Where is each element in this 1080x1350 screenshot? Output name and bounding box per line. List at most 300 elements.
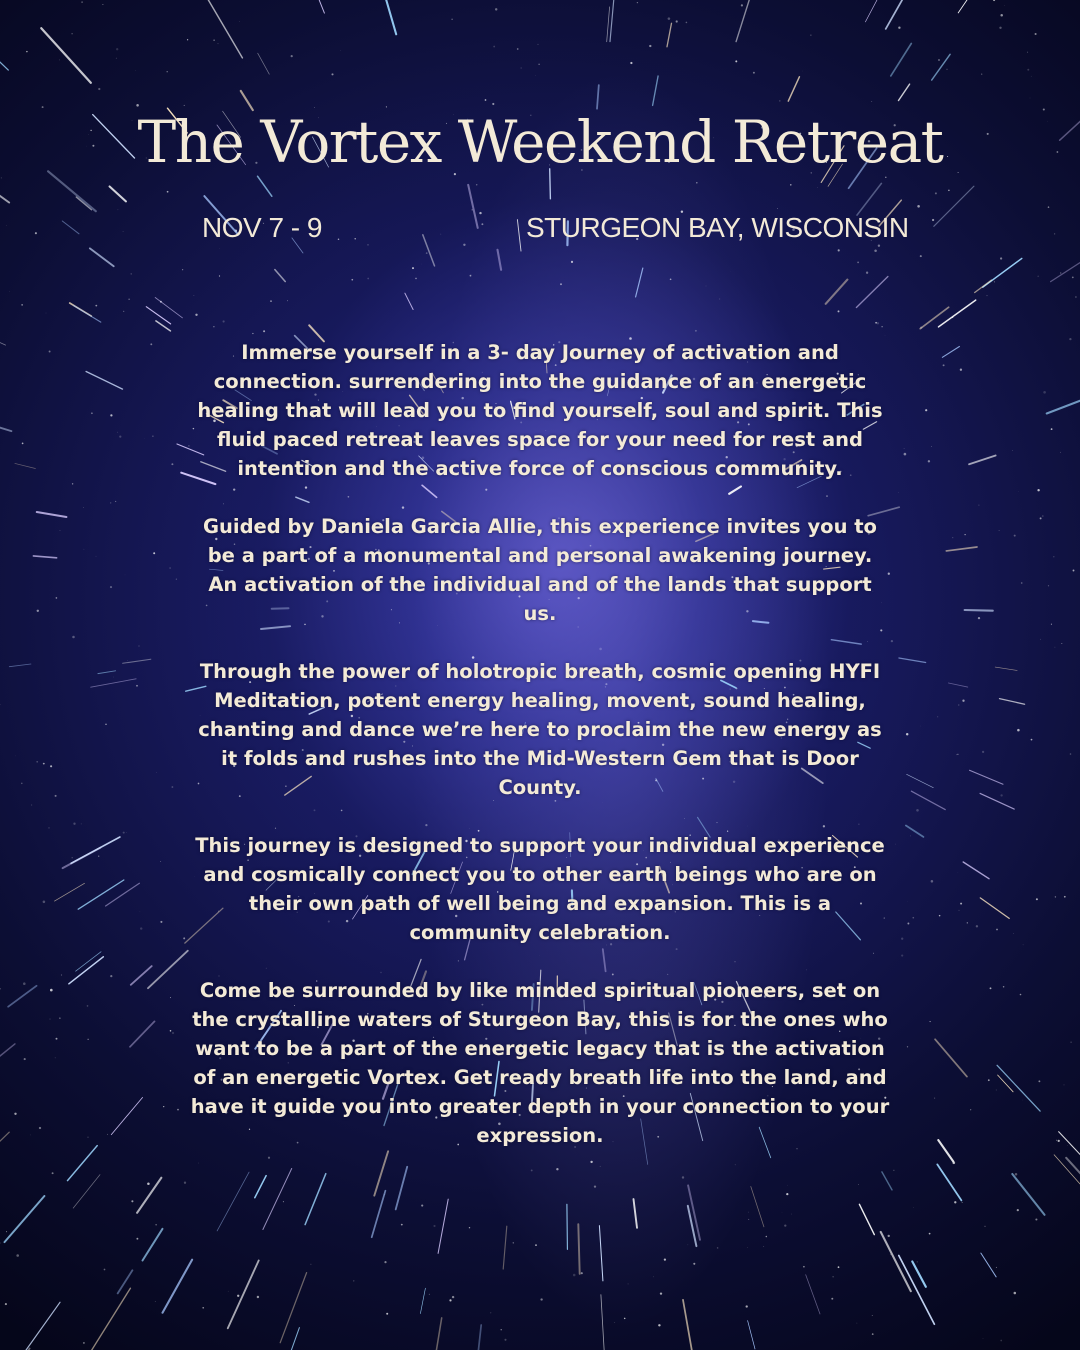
star-dot xyxy=(890,1254,891,1255)
star-dot xyxy=(105,724,106,725)
star-dot xyxy=(994,281,995,282)
star-dot xyxy=(990,987,992,989)
star-trail xyxy=(8,986,36,1007)
star-dot xyxy=(573,1274,576,1277)
star-trail xyxy=(423,235,435,266)
star-dot xyxy=(978,617,980,619)
star-trail xyxy=(98,671,116,674)
star-dot xyxy=(98,856,99,857)
star-dot xyxy=(838,310,840,312)
star-dot xyxy=(1000,794,1002,796)
star-dot xyxy=(338,238,340,240)
star-dot xyxy=(384,1261,386,1263)
star-dot xyxy=(46,313,47,314)
star-dot xyxy=(118,209,119,210)
star-dot xyxy=(735,60,737,62)
star-trail xyxy=(146,307,170,324)
star-dot xyxy=(943,364,945,366)
star-dot xyxy=(102,4,103,5)
star-dot xyxy=(904,453,907,456)
star-dot xyxy=(84,549,85,550)
star-trail xyxy=(958,0,981,13)
star-dot xyxy=(452,1296,454,1298)
star-trail xyxy=(283,1328,300,1350)
star-dot xyxy=(401,1224,403,1226)
star-dot xyxy=(421,1205,423,1207)
star-trail xyxy=(567,1204,568,1249)
star-dot xyxy=(110,502,111,503)
star-trail xyxy=(607,7,610,42)
star-trail xyxy=(946,547,977,551)
star-trail xyxy=(10,1302,60,1350)
star-dot xyxy=(107,1134,108,1135)
star-dot xyxy=(877,322,879,324)
star-trail xyxy=(143,1229,163,1261)
star-dot xyxy=(907,923,909,925)
star-dot xyxy=(538,44,539,45)
star-dot xyxy=(1014,535,1016,537)
star-dot xyxy=(1023,944,1024,945)
star-trail xyxy=(74,306,101,323)
star-dot xyxy=(871,101,872,102)
star-dot xyxy=(1054,647,1055,648)
star-dot xyxy=(881,326,882,327)
paragraph-intro: Immerse yourself in a 3- day Journey of activation and connection. surrendering into the guidance of an energetic healing that will lead you to find yourself, soul and spirit. This fluid paced retreat leaves space for your need for rest and intention and the active force of conscious community. xyxy=(197,341,883,480)
star-dot xyxy=(668,17,671,20)
star-dot xyxy=(571,261,573,263)
star-dot xyxy=(686,22,688,24)
star-dot xyxy=(931,880,934,883)
star-dot xyxy=(56,597,58,599)
star-dot xyxy=(341,50,342,51)
star-dot xyxy=(838,1266,840,1268)
star-dot xyxy=(1,177,2,178)
paragraph-invitation: Come be surrounded by like minded spiritual pioneers, set on the crystalline waters of Sturgeon Bay, this is for the ones who want to be a part of the energetic legacy that is the activation of an energetic Vortex. Get ready breath life into the land, and have it guide you into greater depth in your connection to your expression. xyxy=(190,979,890,1147)
star-trail xyxy=(906,826,924,837)
star-dot xyxy=(934,1098,935,1099)
star-dot xyxy=(351,279,353,281)
star-dot xyxy=(116,48,118,50)
star-trail xyxy=(934,186,974,226)
star-trail xyxy=(975,280,992,292)
star-dot xyxy=(981,74,982,75)
star-dot xyxy=(962,700,964,702)
star-dot xyxy=(60,530,61,531)
description xyxy=(190,338,890,1179)
star-dot xyxy=(913,1207,914,1208)
star-dot xyxy=(451,19,452,20)
event-dates: NOV 7 - 9 xyxy=(202,212,322,243)
star-dot xyxy=(1037,489,1039,491)
star-dot xyxy=(1027,52,1028,53)
star-dot xyxy=(1048,585,1049,586)
star-dot xyxy=(958,872,959,873)
star-dot xyxy=(96,556,97,557)
star-trail xyxy=(806,1275,820,1314)
star-dot xyxy=(72,483,73,484)
star-dot xyxy=(560,283,562,285)
star-dot xyxy=(257,1296,259,1298)
star-dot xyxy=(167,191,169,193)
star-dot xyxy=(26,51,27,52)
star-dot xyxy=(753,72,755,74)
star-trail xyxy=(932,54,950,80)
star-dot xyxy=(719,299,720,300)
star-dot xyxy=(116,58,117,59)
star-dot xyxy=(916,809,919,812)
star-dot xyxy=(1012,450,1013,451)
star-dot xyxy=(1003,986,1005,988)
star-dot xyxy=(171,463,173,465)
star-dot xyxy=(87,1137,88,1138)
star-dot xyxy=(1021,582,1023,584)
star-trail xyxy=(981,1253,996,1277)
star-trail xyxy=(280,1273,306,1343)
star-dot xyxy=(449,1299,451,1301)
star-trail xyxy=(68,1146,98,1181)
star-trail xyxy=(90,248,114,266)
star-dot xyxy=(1040,639,1041,640)
star-trail xyxy=(939,300,976,327)
star-dot xyxy=(1064,1085,1065,1086)
star-trail xyxy=(881,1232,911,1291)
star-dot xyxy=(481,223,483,225)
star-trail xyxy=(578,1224,579,1274)
event-location: STURGEON BAY, WISCONSIN xyxy=(526,212,909,243)
star-dot xyxy=(947,69,948,70)
star-dot xyxy=(123,832,125,834)
star-dot xyxy=(741,4,743,6)
star-trail xyxy=(475,1325,481,1350)
star-dot xyxy=(140,911,141,912)
star-dot xyxy=(831,1298,833,1300)
star-trail xyxy=(899,658,926,663)
star-trail xyxy=(907,774,934,787)
star-dot xyxy=(493,46,495,48)
star-trail xyxy=(15,463,36,468)
star-dot xyxy=(581,1272,583,1274)
star-dot xyxy=(176,579,177,580)
star-dot xyxy=(59,1018,60,1019)
star-dot xyxy=(895,844,896,845)
star-dot xyxy=(1038,1080,1040,1082)
star-trail xyxy=(601,1295,605,1350)
star-dot xyxy=(996,1090,997,1091)
star-dot xyxy=(110,586,112,588)
star-dot xyxy=(184,1182,186,1184)
star-dot xyxy=(195,314,197,316)
star-dot xyxy=(83,1342,85,1344)
star-dot xyxy=(1073,570,1075,572)
star-trail xyxy=(736,0,751,42)
star-dot xyxy=(594,1185,596,1187)
star-trail xyxy=(438,1199,448,1253)
star-dot xyxy=(872,1333,874,1335)
star-dot xyxy=(386,1313,388,1315)
star-trail xyxy=(5,1196,45,1242)
star-dot xyxy=(893,1170,894,1171)
star-trail xyxy=(217,1172,249,1231)
star-trail xyxy=(1051,262,1080,281)
star-dot xyxy=(163,1106,164,1107)
star-dot xyxy=(160,921,162,923)
star-trail xyxy=(33,556,56,558)
star-trail xyxy=(970,770,1004,784)
star-dot xyxy=(1000,1340,1002,1342)
star-dot xyxy=(984,1226,985,1227)
star-dot xyxy=(129,299,130,300)
star-dot xyxy=(50,989,53,992)
star-dot xyxy=(615,1322,616,1323)
star-dot xyxy=(223,320,225,322)
star-dot xyxy=(463,244,465,246)
star-dot xyxy=(872,1315,873,1316)
star-dot xyxy=(433,1225,435,1227)
star-dot xyxy=(649,45,651,47)
star-trail xyxy=(1066,1158,1080,1207)
star-trail xyxy=(405,293,413,309)
star-dot xyxy=(55,1057,56,1058)
star-trail xyxy=(163,1260,193,1313)
star-dot xyxy=(1023,1100,1024,1101)
star-trail xyxy=(965,610,993,611)
star-dot xyxy=(540,1298,542,1300)
star-dot xyxy=(1056,1140,1057,1141)
star-dot xyxy=(104,1269,106,1271)
star-dot xyxy=(624,1318,626,1320)
star-dot xyxy=(746,1305,748,1307)
star-trail xyxy=(0,177,9,203)
star-dot xyxy=(218,43,219,44)
star-dot xyxy=(535,1244,537,1246)
star-trail xyxy=(41,28,91,83)
star-dot xyxy=(858,1184,859,1185)
star-trail xyxy=(498,250,502,270)
star-dot xyxy=(492,103,494,105)
star-trail xyxy=(123,659,151,663)
star-dot xyxy=(874,249,877,252)
star-dot xyxy=(56,1038,58,1040)
star-dot xyxy=(283,1201,284,1202)
star-dot xyxy=(160,861,161,862)
star-trail xyxy=(998,1075,1014,1092)
star-dot xyxy=(287,300,288,301)
star-trail xyxy=(667,23,672,47)
star-trail xyxy=(942,347,959,358)
star-dot xyxy=(1014,1292,1017,1295)
star-trail xyxy=(48,171,96,211)
star-dot xyxy=(1031,739,1033,741)
star-dot xyxy=(1048,206,1050,208)
star-dot xyxy=(664,1258,666,1260)
star-dot xyxy=(31,805,32,806)
star-dot xyxy=(1035,33,1037,35)
star-trail xyxy=(118,1270,133,1293)
star-trail xyxy=(106,883,140,906)
star-dot xyxy=(960,903,962,905)
star-dot xyxy=(1027,69,1029,71)
star-trail xyxy=(420,1288,425,1313)
star-dot xyxy=(748,1219,749,1220)
star-dot xyxy=(147,1183,150,1186)
star-dot xyxy=(1013,933,1014,934)
star-trail xyxy=(255,1176,266,1198)
star-dot xyxy=(1070,1041,1072,1043)
star-dot xyxy=(637,2,638,3)
star-trail xyxy=(995,667,1017,670)
star-dot xyxy=(73,823,75,825)
star-dot xyxy=(906,733,908,735)
star-dot xyxy=(126,832,127,833)
star-dot xyxy=(982,751,984,753)
star-dot xyxy=(653,1276,654,1277)
star-dot xyxy=(36,761,38,763)
star-dot xyxy=(993,0,995,1)
star-dot xyxy=(996,929,998,931)
star-dot xyxy=(948,190,949,191)
star-trail xyxy=(380,0,397,34)
star-trail xyxy=(372,1191,386,1238)
star-dot xyxy=(115,501,116,502)
star-dot xyxy=(898,27,900,29)
star-dot xyxy=(213,326,214,327)
star-trail xyxy=(1000,699,1025,705)
star-dot xyxy=(504,1339,506,1341)
star-dot xyxy=(150,343,152,345)
star-dot xyxy=(83,507,84,508)
star-dot xyxy=(202,1307,204,1309)
star-dot xyxy=(960,369,962,371)
star-dot xyxy=(131,1200,133,1202)
star-dot xyxy=(999,530,1000,531)
star-dot xyxy=(1017,729,1020,732)
star-trail xyxy=(751,1187,764,1227)
star-dot xyxy=(43,763,45,765)
star-dot xyxy=(784,1224,786,1226)
star-trail xyxy=(788,77,799,101)
star-trail xyxy=(938,1140,953,1161)
star-dot xyxy=(999,27,1001,29)
star-dot xyxy=(166,71,167,72)
star-dot xyxy=(832,1276,833,1277)
star-dot xyxy=(670,278,672,280)
star-trail xyxy=(1047,395,1080,413)
star-trail xyxy=(0,1044,15,1070)
star-dot xyxy=(763,1246,764,1247)
star-dot xyxy=(1000,14,1003,16)
star-dot xyxy=(857,262,859,264)
star-trail xyxy=(688,1206,697,1246)
star-dot xyxy=(1031,76,1032,77)
poster-title: The Vortex Weekend Retreat xyxy=(137,108,943,176)
star-dot xyxy=(891,640,893,642)
star-dot xyxy=(30,1135,31,1136)
star-dot xyxy=(172,1032,174,1034)
star-dot xyxy=(0,988,1,989)
star-dot xyxy=(1036,898,1038,900)
star-dot xyxy=(1075,296,1077,298)
star-dot xyxy=(1030,98,1031,99)
star-trail xyxy=(9,664,31,667)
star-dot xyxy=(976,925,978,927)
star-dot xyxy=(123,231,124,232)
star-trail xyxy=(980,793,1014,809)
star-dot xyxy=(23,982,26,985)
star-dot xyxy=(239,21,240,22)
star-trail xyxy=(969,456,996,465)
star-dot xyxy=(962,1202,963,1203)
star-dot xyxy=(21,783,22,784)
star-dot xyxy=(415,278,417,280)
star-dot xyxy=(1055,896,1056,897)
star-dot xyxy=(49,1019,50,1020)
star-dot xyxy=(495,8,497,10)
star-dot xyxy=(930,1021,931,1022)
star-dot xyxy=(194,295,195,296)
star-dot xyxy=(171,786,173,788)
star-dot xyxy=(136,1238,138,1240)
star-trail xyxy=(69,957,103,984)
star-trail xyxy=(748,1321,755,1349)
star-dot xyxy=(970,1109,971,1110)
star-trail xyxy=(865,0,882,22)
star-dot xyxy=(1051,428,1053,430)
star-dot xyxy=(39,1127,41,1129)
star-trail xyxy=(432,1318,442,1350)
star-dot xyxy=(904,448,905,449)
star-trail xyxy=(76,197,91,210)
star-dot xyxy=(50,765,52,767)
star-trail xyxy=(148,951,188,989)
star-dot xyxy=(907,1046,908,1047)
star-dot xyxy=(21,304,22,305)
star-trail xyxy=(258,53,270,74)
star-trail xyxy=(935,1039,967,1076)
star-trail xyxy=(856,277,888,308)
star-trail xyxy=(91,679,136,687)
star-dot xyxy=(1072,276,1074,278)
star-dot xyxy=(628,1283,629,1284)
star-trail xyxy=(980,898,1009,919)
star-dot xyxy=(513,1242,514,1243)
star-dot xyxy=(479,212,481,214)
star-dot xyxy=(959,910,960,911)
star-dot xyxy=(748,1212,749,1213)
star-dot xyxy=(920,255,922,257)
star-dot xyxy=(6,1231,7,1232)
star-dot xyxy=(937,717,938,718)
star-dot xyxy=(706,286,707,287)
star-dot xyxy=(429,1294,430,1295)
star-dot xyxy=(912,917,914,919)
star-dot xyxy=(72,857,73,858)
star-dot xyxy=(170,997,171,998)
star-dot xyxy=(59,60,60,61)
star-dot xyxy=(81,1,83,3)
star-dot xyxy=(426,252,428,254)
star-dot xyxy=(16,1254,19,1257)
star-dot xyxy=(412,267,414,269)
star-dot xyxy=(71,33,72,34)
star-trail xyxy=(0,417,11,431)
star-dot xyxy=(791,1214,792,1215)
star-dot xyxy=(88,1039,89,1040)
star-trail xyxy=(891,44,912,76)
star-trail xyxy=(683,1300,693,1350)
star-dot xyxy=(140,927,142,929)
star-dot xyxy=(119,436,121,438)
star-dot xyxy=(630,62,632,64)
